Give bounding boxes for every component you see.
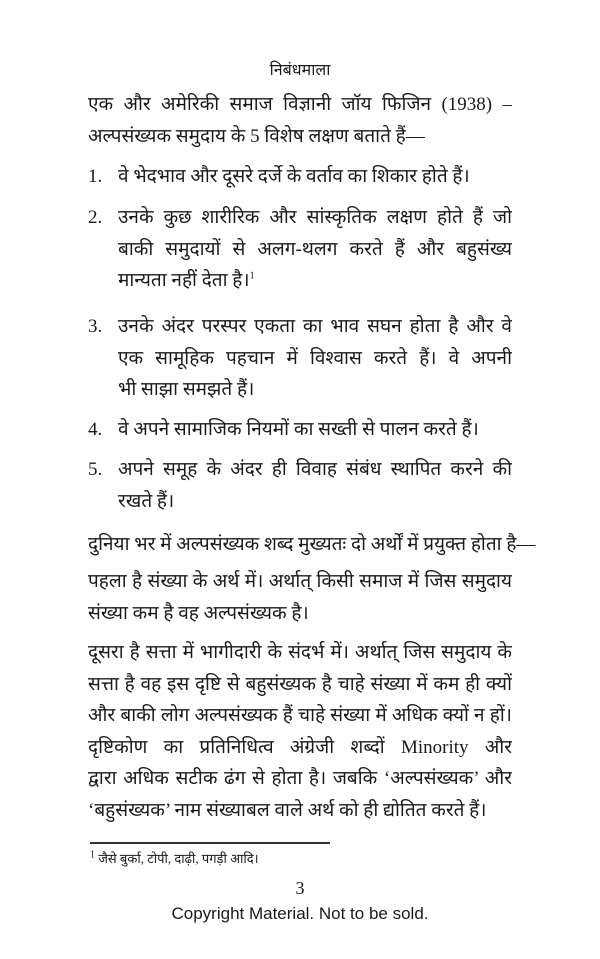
text-line: संख्या कम है वह अल्पसंख्यक है। [88, 602, 309, 624]
list-item-3 [88, 311, 512, 406]
list-item-5 [88, 454, 512, 517]
text-line: उनके कुछ शारीरिक और सांस्कृतिक लक्षण होते हैं जो [118, 207, 512, 228]
list-item-4 [88, 414, 512, 446]
text-line: बाकी समुदायों से अलग-थलग करते हैं और बहुसंख्य [118, 238, 512, 260]
running-header: निबंधमाला [269, 62, 331, 79]
paragraph-1 [88, 529, 536, 561]
text-line: मान्यता नहीं देता है। [118, 270, 250, 291]
text-line: ‘बहुसंख्यक’ नाम संख्याबल वाले अर्थ को ही द्योतित करते हैं। [88, 799, 487, 821]
text-line: द्वारा अधिक सटीक ढंग से होता है। जबकि ‘अल्पसंख्यक’ और [88, 768, 512, 789]
text-line: एक और अमेरिकी समाज विज्ञानी जॉय फिजिन (1938) – [88, 94, 512, 115]
text-line: दृष्टिकोण का प्रतिनिधित्व अंग्रेजी शब्दों Minority और [88, 736, 512, 758]
list-item-1 [88, 161, 512, 193]
copyright-notice: Copyright Material. Not to be sold. [171, 904, 429, 923]
item-number: 4. [88, 419, 103, 440]
list-item-2 [88, 202, 512, 297]
paragraph-3 [88, 637, 512, 826]
text-line: दुनिया भर में अल्पसंख्यक शब्द मुख्यतः दो अर्थों में प्रयुक्त होता है— [88, 534, 536, 555]
text-line: सत्ता है वह इस दृष्टि से बहुसंख्यक है चाहे संख्या में कम ही क्यों [88, 673, 512, 695]
item-number: 1. [88, 166, 103, 187]
footnote-ref: 1 [249, 270, 255, 282]
item-number: 5. [88, 459, 103, 480]
text-line: अपने समूह के अंदर ही विवाह संबंध स्थापित करने की [118, 459, 512, 480]
text-line: वे अपने सामाजिक नियमों का सख्ती से पालन करते हैं। [118, 419, 479, 440]
text-line: वे भेदभाव और दूसरे दर्जे के वर्ताव का शिकार होते हैं। [118, 166, 470, 187]
text-line: दूसरा है सत्ता में भागीदारी के संदर्भ में। अर्थात् जिस समुदाय के [88, 642, 512, 663]
item-number: 3. [88, 316, 103, 337]
footnote-divider [90, 842, 330, 844]
page-number: 3 [295, 878, 305, 898]
footnote-number: 1 [90, 849, 95, 861]
item-number: 2. [88, 207, 103, 228]
text-line: और बाकी लोग अल्पसंख्यक हैं चाहे संख्या में अधिक क्यों न हों। [88, 705, 512, 726]
text-line: रखते हैं। [118, 490, 175, 512]
text-line: एक सामूहिक पहचान में विश्वास करते हैं। वे अपनी [118, 347, 512, 369]
paragraph-2 [88, 566, 512, 629]
text-line: अल्पसंख्यक समुदाय के 5 विशेष लक्षण बताते हैं— [88, 125, 425, 147]
footnote-text: जैसे बुर्का, टोपी, दाढ़ी, पगड़ी आदि। [98, 851, 259, 866]
text-line: भी साझा समझते हैं। [118, 379, 255, 400]
text-line: उनके अंदर परस्पर एकता का भाव सघन होता है और वे [118, 316, 512, 337]
intro-paragraph [88, 89, 512, 152]
footnote [90, 849, 259, 867]
text-line: पहला है संख्या के अर्थ में। अर्थात् किसी समाज में जिस समुदाय [88, 571, 512, 592]
